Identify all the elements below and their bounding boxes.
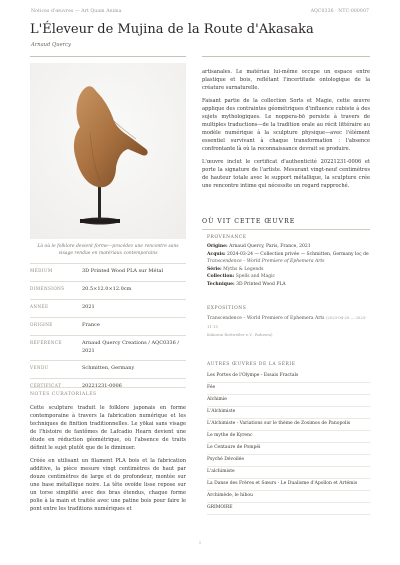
other-works-label: AUTRES ŒUVRES DE LA SÉRIE — [207, 362, 296, 367]
notes-paragraph: Créée en utilisant un filament PLA bois et la fabrication additive, la pièce mesure vingt centimètres de haut par douze centimètres de large et de profondeur, montée sur une base métallique noire. La tête ovoïde lisse repose sur un torse simplifié avec des bras étendus, chaque forme polie à la main et traitée avec une patine bois pour faire le pont entre les traditions numériques et — [30, 458, 186, 512]
spec-value: 3D Printed Wood PLA sur Métal — [82, 268, 164, 274]
divider — [30, 387, 186, 388]
list-item[interactable]: Archimède, le hibou — [207, 491, 370, 503]
series-link[interactable]: Myths & Legends — [223, 266, 264, 272]
divider — [202, 229, 370, 230]
spec-row — [30, 335, 186, 360]
acquired-label: Acquis: — [207, 251, 226, 257]
spec-label: ORIGINE — [30, 322, 53, 327]
notes-heading: NOTES CURATORIALES — [30, 392, 97, 397]
origin-value: Arnaud Quercy, Paris, France, 2021 — [229, 244, 311, 249]
exhibition-venue: Kokoron Rottweiler e.V., Rohrsen) — [207, 332, 273, 337]
divider — [30, 56, 186, 57]
exhibition-entry — [207, 314, 370, 340]
sculpture-image — [30, 63, 186, 239]
where-heading: OÙ VIT CETTE ŒUVRE — [202, 218, 296, 225]
list-item[interactable]: La Danse des Frères et Sœurs - Le Dualisme d'Apollon et Artémis — [207, 479, 370, 491]
spec-row — [30, 360, 186, 378]
spec-value: 20221231-0006 — [82, 383, 122, 389]
acquired-value: 2024-03-24 — Collection privée — Schmitten, Germany loς de — [227, 251, 369, 257]
technique-label: Technique: — [207, 281, 235, 287]
list-item[interactable]: Le Centaure de Pompéi — [207, 443, 370, 455]
description-paragraph: Faisant partie de la collection Sorts et Magie, cette œuvre applique des contraintes géométriques d'influence cubiste à des sujets mythologiques. Le noppera-bō persiste à travers de multiples traductions—de la tradition orale au récit littéraire au modèle numérique à la sculpture physique—avec l'élément essentiel survivant à chaque transformation : l'absence confrontante là où la reconnaissance devrait se produire. — [202, 98, 370, 152]
list-item[interactable]: Les Portes de l'Olympe - Essais Fractals — [207, 371, 370, 383]
list-item[interactable]: Fée — [207, 383, 370, 395]
author-name: Arnaud Quercy — [31, 42, 71, 48]
list-item[interactable]: L'alchimiste — [207, 467, 370, 479]
description-continued — [202, 68, 370, 195]
spec-label: ANNÉE — [30, 304, 49, 309]
spec-label: CERTIFICAT — [30, 383, 62, 388]
provenance-label: PROVENANCE — [207, 235, 247, 240]
spec-value: 2021 — [82, 304, 95, 310]
collection-link[interactable]: Spells and Magic — [235, 274, 276, 279]
notes-paragraph: Cette sculpture traduit le folklore japonais en forme contemporaine à travers la fabrication numérique et les techniques de finition traditionnelles. Le yōkai sans visage de l'histoire de fantômes de Lafcadio Hearn devient une étude en réduction géométrique, où l'absence de traits définit le sujet plutôt que de le diminuer. — [30, 405, 186, 451]
exhibition-dates: (2023-04-29 — 2023-11-15 — [207, 315, 367, 329]
curatorial-notes — [30, 404, 186, 518]
spec-label: VENDU — [30, 365, 49, 370]
origin-line — [207, 243, 370, 251]
page-header — [31, 9, 369, 14]
acquired-line — [207, 251, 370, 266]
list-item[interactable]: L'Alchimiste — [207, 407, 370, 419]
series-label: Série: — [207, 266, 222, 272]
list-item[interactable]: GRIMOIRE — [207, 503, 370, 515]
list-item[interactable]: L'Alchimiste - Variations sur le thème de Zosimos de Panopolis — [207, 419, 370, 431]
technique-line — [207, 281, 370, 289]
spec-row — [30, 299, 186, 317]
spec-value: Arnaud Quercy Creations / AQC0336 / 2021 — [82, 340, 180, 354]
image-caption: Là où le folklore devient forme—procédez une rencontre sans visage rendue en matériaux contemporains — [37, 244, 179, 256]
spec-row — [30, 263, 186, 281]
spec-value: France — [82, 322, 100, 328]
exhibitions-label: EXPOSITIONS — [207, 306, 247, 311]
origin-label: Origine: — [207, 244, 228, 249]
spec-row — [30, 281, 186, 299]
collection-line — [207, 273, 370, 281]
spec-row — [30, 317, 186, 335]
spec-label: MÉDIUM — [30, 268, 53, 273]
description-paragraph: artisanales. Le matériau lui-même occupe un espace entre plastique et bois, reflétant l'incertitude ontologique de la créature surnaturelle. — [202, 69, 370, 91]
list-item[interactable]: Psyché Dévoilée — [207, 455, 370, 467]
acquired-link[interactable]: Transcendence – World Premiere of Ephemera Arts — [207, 259, 325, 264]
page-number: 1 — [198, 540, 202, 545]
list-item[interactable]: Le mythe de Kyrenc — [207, 431, 370, 443]
exhibition-link[interactable]: Transcendence – World Premiere of Ephemera Arts — [207, 316, 325, 321]
reference-code: AQC0336 · NTC-000007 — [310, 9, 369, 14]
spec-label: DIMENSIONS — [30, 286, 65, 291]
spec-table — [30, 263, 186, 396]
list-item[interactable]: Alchimie — [207, 395, 370, 407]
technique-value: 3D Printed Wood PLA — [236, 281, 286, 287]
spec-label: RÉFÉRENCE — [30, 340, 62, 345]
spec-value: Schmitten, Germany — [82, 365, 135, 371]
artwork-photo — [30, 63, 186, 239]
breadcrumb[interactable]: Notices d'œuvres — Art Quam Anima — [31, 9, 122, 14]
other-works-list — [207, 371, 370, 515]
collection-label: Collection: — [207, 274, 235, 279]
page-title: L'Éleveur de Mujina de la Route d'Akasaka — [30, 22, 314, 37]
provenance-block — [207, 243, 370, 288]
description-paragraph: L'œuvre inclut le certificat d'authenticité 20221231-0006 et porte la signature de l'artiste. Mesurant vingt-neuf centimètres de hauteur totale avec le support métallique, la sculpture crée une rencontre intime qui nécessite un regard rapproché. — [202, 159, 370, 189]
spec-value: 20.5×12.0×12.0cm — [82, 286, 132, 292]
divider — [202, 56, 370, 57]
series-line — [207, 266, 370, 274]
